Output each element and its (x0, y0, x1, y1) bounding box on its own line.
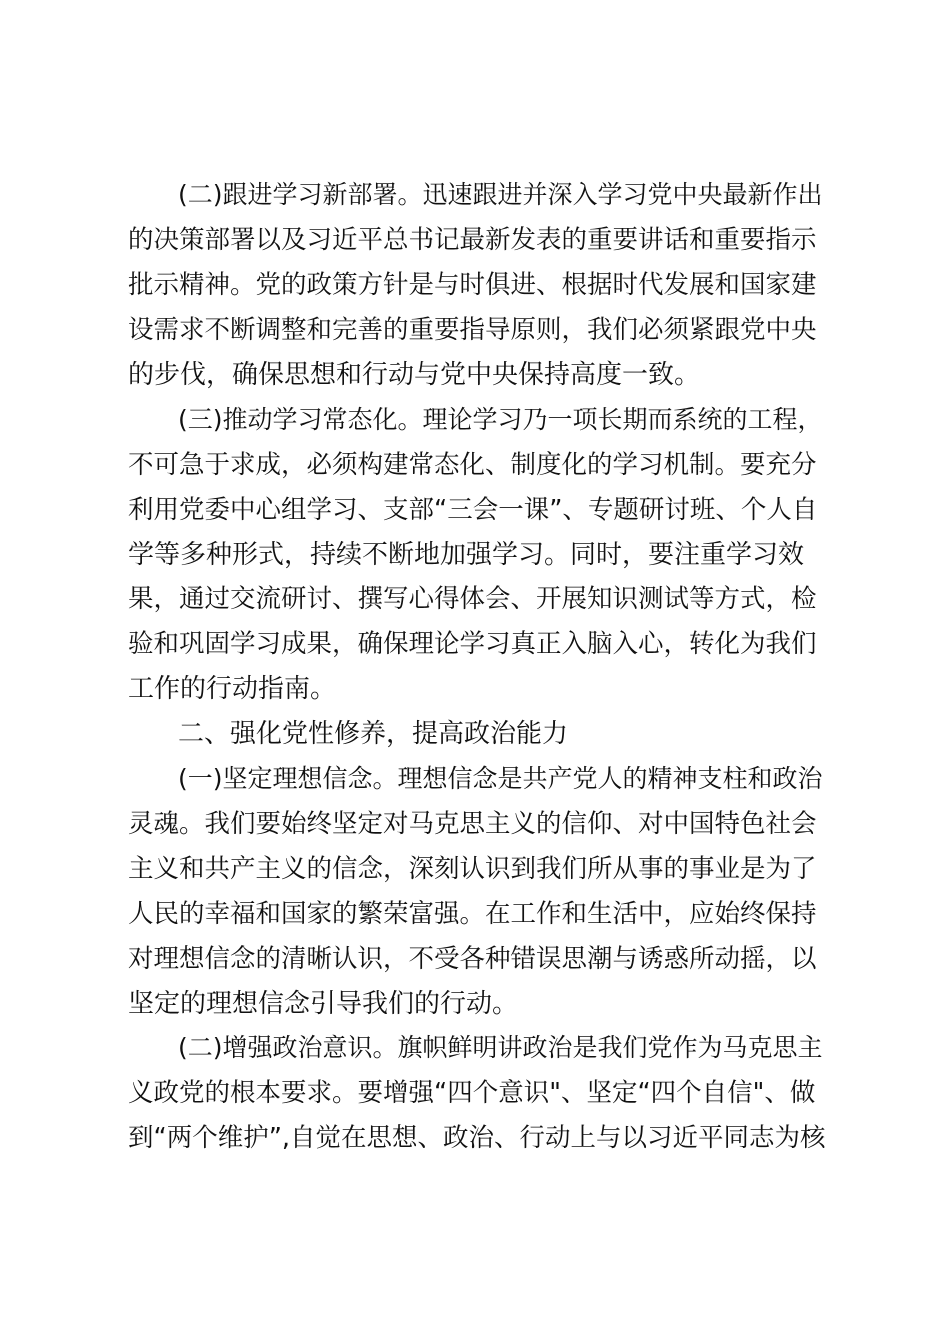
paragraph-line: (二)跟进学习新部署。迅速跟进并深入学习党中央最新作出 (178, 180, 823, 209)
paragraph-line: (三)推动学习常态化。理论学习乃一项长期而系统的工程， (178, 405, 823, 434)
paragraph-line: (一)坚定理想信念。理想信念是共产党人的精神支柱和政治 (178, 764, 823, 793)
paragraph-line: 学等多种形式，持续不断地加强学习。同时，要注重学习效 (128, 540, 805, 570)
section-heading: 二、强化党性修养，提高政治能力 (178, 719, 569, 749)
paragraph-line: 工作的行动指南。 (128, 674, 337, 704)
paragraph-line: 果，通过交流研讨、撰写心得体会、开展知识测试等方式，检 (128, 584, 817, 614)
paragraph-line: 灵魂。我们要始终坚定对马克思主义的信仰、对中国特色社会 (128, 809, 817, 839)
paragraph-line: 主义和共产主义的信念，深刻认识到我们所从事的事业是为了 (128, 854, 817, 884)
paragraph-line: 义政党的根本要求。要增强“四个意识"、坚定“四个自信"、做 (128, 1078, 816, 1108)
paragraph-line: 的决策部署以及习近平总书记最新发表的重要讲话和重要指示 (128, 225, 817, 255)
paragraph-line: 人民的幸福和国家的繁荣富强。在工作和生活中，应始终保持 (128, 899, 817, 929)
paragraph-line: 的步伐，确保思想和行动与党中央保持高度一致。 (128, 360, 701, 390)
paragraph-line: 不可急于求成，必须构建常态化、制度化的学习机制。要充分 (128, 450, 817, 480)
paragraph-line: 批示精神。党的政策方针是与时俱进、根据时代发展和国家建 (128, 270, 817, 300)
paragraph-line: 验和巩固学习成果，确保理论学习真正入脑入心，转化为我们 (128, 629, 817, 659)
paragraph-line: 到“两个维护”,自觉在思想、政治、行动上与以习近平同志为核 (128, 1123, 826, 1153)
paragraph-line: (二)增强政治意识。旗帜鲜明讲政治是我们党作为马克思主 (178, 1033, 823, 1062)
paragraph-line: 设需求不断调整和完善的重要指导原则，我们必须紧跟党中央 (128, 315, 817, 345)
paragraph-line: 坚定的理想信念引导我们的行动。 (128, 989, 519, 1019)
paragraph-line: 利用党委中心组学习、支部“三会一课”、专题研讨班、个人自 (128, 495, 818, 525)
paragraph-line: 对理想信念的清晰认识，不受各种错误思潮与诱惑所动摇，以 (128, 944, 817, 974)
